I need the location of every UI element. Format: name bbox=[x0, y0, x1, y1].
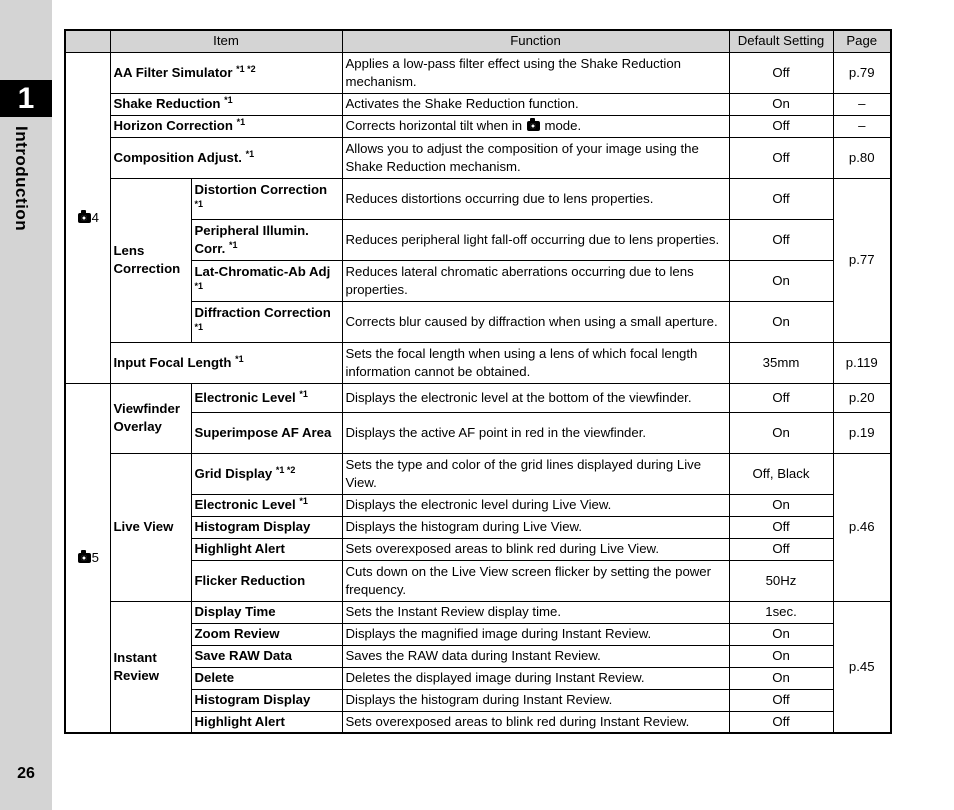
item-name: Shake Reduction $^{*1}$ bbox=[110, 93, 342, 115]
item-name: Save RAW Data bbox=[191, 645, 342, 667]
menu-tab-4: 4 bbox=[65, 52, 110, 383]
camera-shooting-mode-icon bbox=[527, 121, 540, 131]
item-name: Superimpose AF Area bbox=[191, 412, 342, 453]
item-page: p.45 bbox=[833, 601, 891, 733]
header-page: Page bbox=[833, 30, 891, 52]
item-page: p.19 bbox=[833, 412, 891, 453]
header-function: Function bbox=[342, 30, 729, 52]
item-function: Reduces lateral chromatic aberrations occurring due to lens properties. bbox=[342, 260, 729, 301]
table-row bbox=[65, 137, 891, 178]
item-function: Displays the active AF point in red in the viewfinder. bbox=[342, 412, 729, 453]
item-name: Electronic Level $^{*1}$ bbox=[191, 383, 342, 412]
item-name: Distortion Correction $^{*1}$ bbox=[191, 178, 342, 219]
item-function: Sets overexposed areas to blink red during Live View. bbox=[342, 538, 729, 560]
item-page: p.20 bbox=[833, 383, 891, 412]
item-default: Off bbox=[729, 383, 833, 412]
item-name: Input Focal Length $^{*1}$ bbox=[110, 342, 342, 383]
item-default: Off bbox=[729, 115, 833, 137]
table-row bbox=[65, 52, 891, 93]
item-default: On bbox=[729, 93, 833, 115]
item-name: Horizon Correction $^{*1}$ bbox=[110, 115, 342, 137]
item-page: p.119 bbox=[833, 342, 891, 383]
item-function: Corrects blur caused by diffraction when using a small aperture. bbox=[342, 301, 729, 342]
item-default: On bbox=[729, 301, 833, 342]
item-name: Lat-Chromatic-Ab Adj $^{*1}$ bbox=[191, 260, 342, 301]
item-function: Saves the RAW data during Instant Review. bbox=[342, 645, 729, 667]
camera-shooting-mode-icon bbox=[78, 213, 91, 223]
table-row bbox=[65, 601, 891, 623]
item-function: Applies a low-pass filter effect using the Shake Reduction mechanism. bbox=[342, 52, 729, 93]
table-row bbox=[65, 93, 891, 115]
item-name: Highlight Alert bbox=[191, 711, 342, 733]
item-function: Sets the focal length when using a lens of which focal length information cannot be obtained. bbox=[342, 342, 729, 383]
item-default: Off bbox=[729, 538, 833, 560]
chapter-sidebar bbox=[0, 0, 52, 810]
header-default: Default Setting bbox=[729, 30, 833, 52]
item-function: Displays the electronic level during Live View. bbox=[342, 494, 729, 516]
item-default: Off bbox=[729, 516, 833, 538]
item-function: Sets the type and color of the grid lines displayed during Live View. bbox=[342, 453, 729, 494]
menu-tab-5: 5 bbox=[65, 383, 110, 733]
table-row bbox=[65, 178, 891, 219]
item-name: Histogram Display bbox=[191, 516, 342, 538]
item-name: Flicker Reduction bbox=[191, 560, 342, 601]
header-blank bbox=[65, 30, 110, 52]
menu-items-table bbox=[64, 29, 892, 734]
item-name: Zoom Review bbox=[191, 623, 342, 645]
item-page: p.46 bbox=[833, 453, 891, 601]
chapter-number: 1 bbox=[0, 80, 52, 117]
item-name: Peripheral Illumin. Corr. $^{*1}$ bbox=[191, 219, 342, 260]
item-default: 1sec. bbox=[729, 601, 833, 623]
item-default: On bbox=[729, 494, 833, 516]
table-row bbox=[65, 115, 891, 137]
item-page: – bbox=[833, 93, 891, 115]
item-function: Cuts down on the Live View screen flicker by setting the power frequency. bbox=[342, 560, 729, 601]
item-default: Off bbox=[729, 711, 833, 733]
item-function: Sets overexposed areas to blink red during Instant Review. bbox=[342, 711, 729, 733]
item-default: Off bbox=[729, 137, 833, 178]
group-live-view: Live View bbox=[110, 453, 191, 601]
item-name: Electronic Level $^{*1}$ bbox=[191, 494, 342, 516]
item-default: Off bbox=[729, 178, 833, 219]
item-function: Displays the histogram during Instant Review. bbox=[342, 689, 729, 711]
item-default: Off bbox=[729, 219, 833, 260]
group-lens-correction: Lens Correction bbox=[110, 178, 191, 342]
item-default: On bbox=[729, 412, 833, 453]
item-default: On bbox=[729, 260, 833, 301]
item-default: Off, Black bbox=[729, 453, 833, 494]
item-name: Display Time bbox=[191, 601, 342, 623]
item-name: Delete bbox=[191, 667, 342, 689]
item-function: Reduces distortions occurring due to lens properties. bbox=[342, 178, 729, 219]
item-function: Displays the electronic level at the bottom of the viewfinder. bbox=[342, 383, 729, 412]
item-page: p.79 bbox=[833, 52, 891, 93]
group-viewfinder-overlay: Viewfinder Overlay bbox=[110, 383, 191, 453]
item-default: On bbox=[729, 667, 833, 689]
item-name: AA Filter Simulator $^{*1 *2}$ bbox=[110, 52, 342, 93]
item-name: Highlight Alert bbox=[191, 538, 342, 560]
item-function: Displays the histogram during Live View. bbox=[342, 516, 729, 538]
item-page: p.77 bbox=[833, 178, 891, 342]
item-name: Grid Display $^{*1 *2}$ bbox=[191, 453, 342, 494]
item-page: – bbox=[833, 115, 891, 137]
header-item: Item bbox=[110, 30, 342, 52]
item-name: Diffraction Correction $^{*1}$ bbox=[191, 301, 342, 342]
item-default: On bbox=[729, 623, 833, 645]
item-function: Sets the Instant Review display time. bbox=[342, 601, 729, 623]
item-name: Histogram Display bbox=[191, 689, 342, 711]
item-function: Reduces peripheral light fall-off occurring due to lens properties. bbox=[342, 219, 729, 260]
item-default: On bbox=[729, 645, 833, 667]
item-page: p.80 bbox=[833, 137, 891, 178]
item-function: Activates the Shake Reduction function. bbox=[342, 93, 729, 115]
item-default: 50Hz bbox=[729, 560, 833, 601]
table-row bbox=[65, 453, 891, 494]
page-number: 26 bbox=[17, 765, 35, 782]
item-name: Composition Adjust. $^{*1}$ bbox=[110, 137, 342, 178]
item-function: Deletes the displayed image during Instant Review. bbox=[342, 667, 729, 689]
item-function: Corrects horizontal tilt when in mode. bbox=[342, 115, 729, 137]
camera-shooting-mode-icon bbox=[78, 553, 91, 563]
chapter-title: Introduction bbox=[12, 126, 31, 232]
item-default: Off bbox=[729, 689, 833, 711]
item-default: Off bbox=[729, 52, 833, 93]
group-instant-review: Instant Review bbox=[110, 601, 191, 733]
item-function: Allows you to adjust the composition of your image using the Shake Reduction mechanism. bbox=[342, 137, 729, 178]
item-function: Displays the magnified image during Instant Review. bbox=[342, 623, 729, 645]
item-default: 35mm bbox=[729, 342, 833, 383]
table-row bbox=[65, 383, 891, 412]
table-row bbox=[65, 342, 891, 383]
